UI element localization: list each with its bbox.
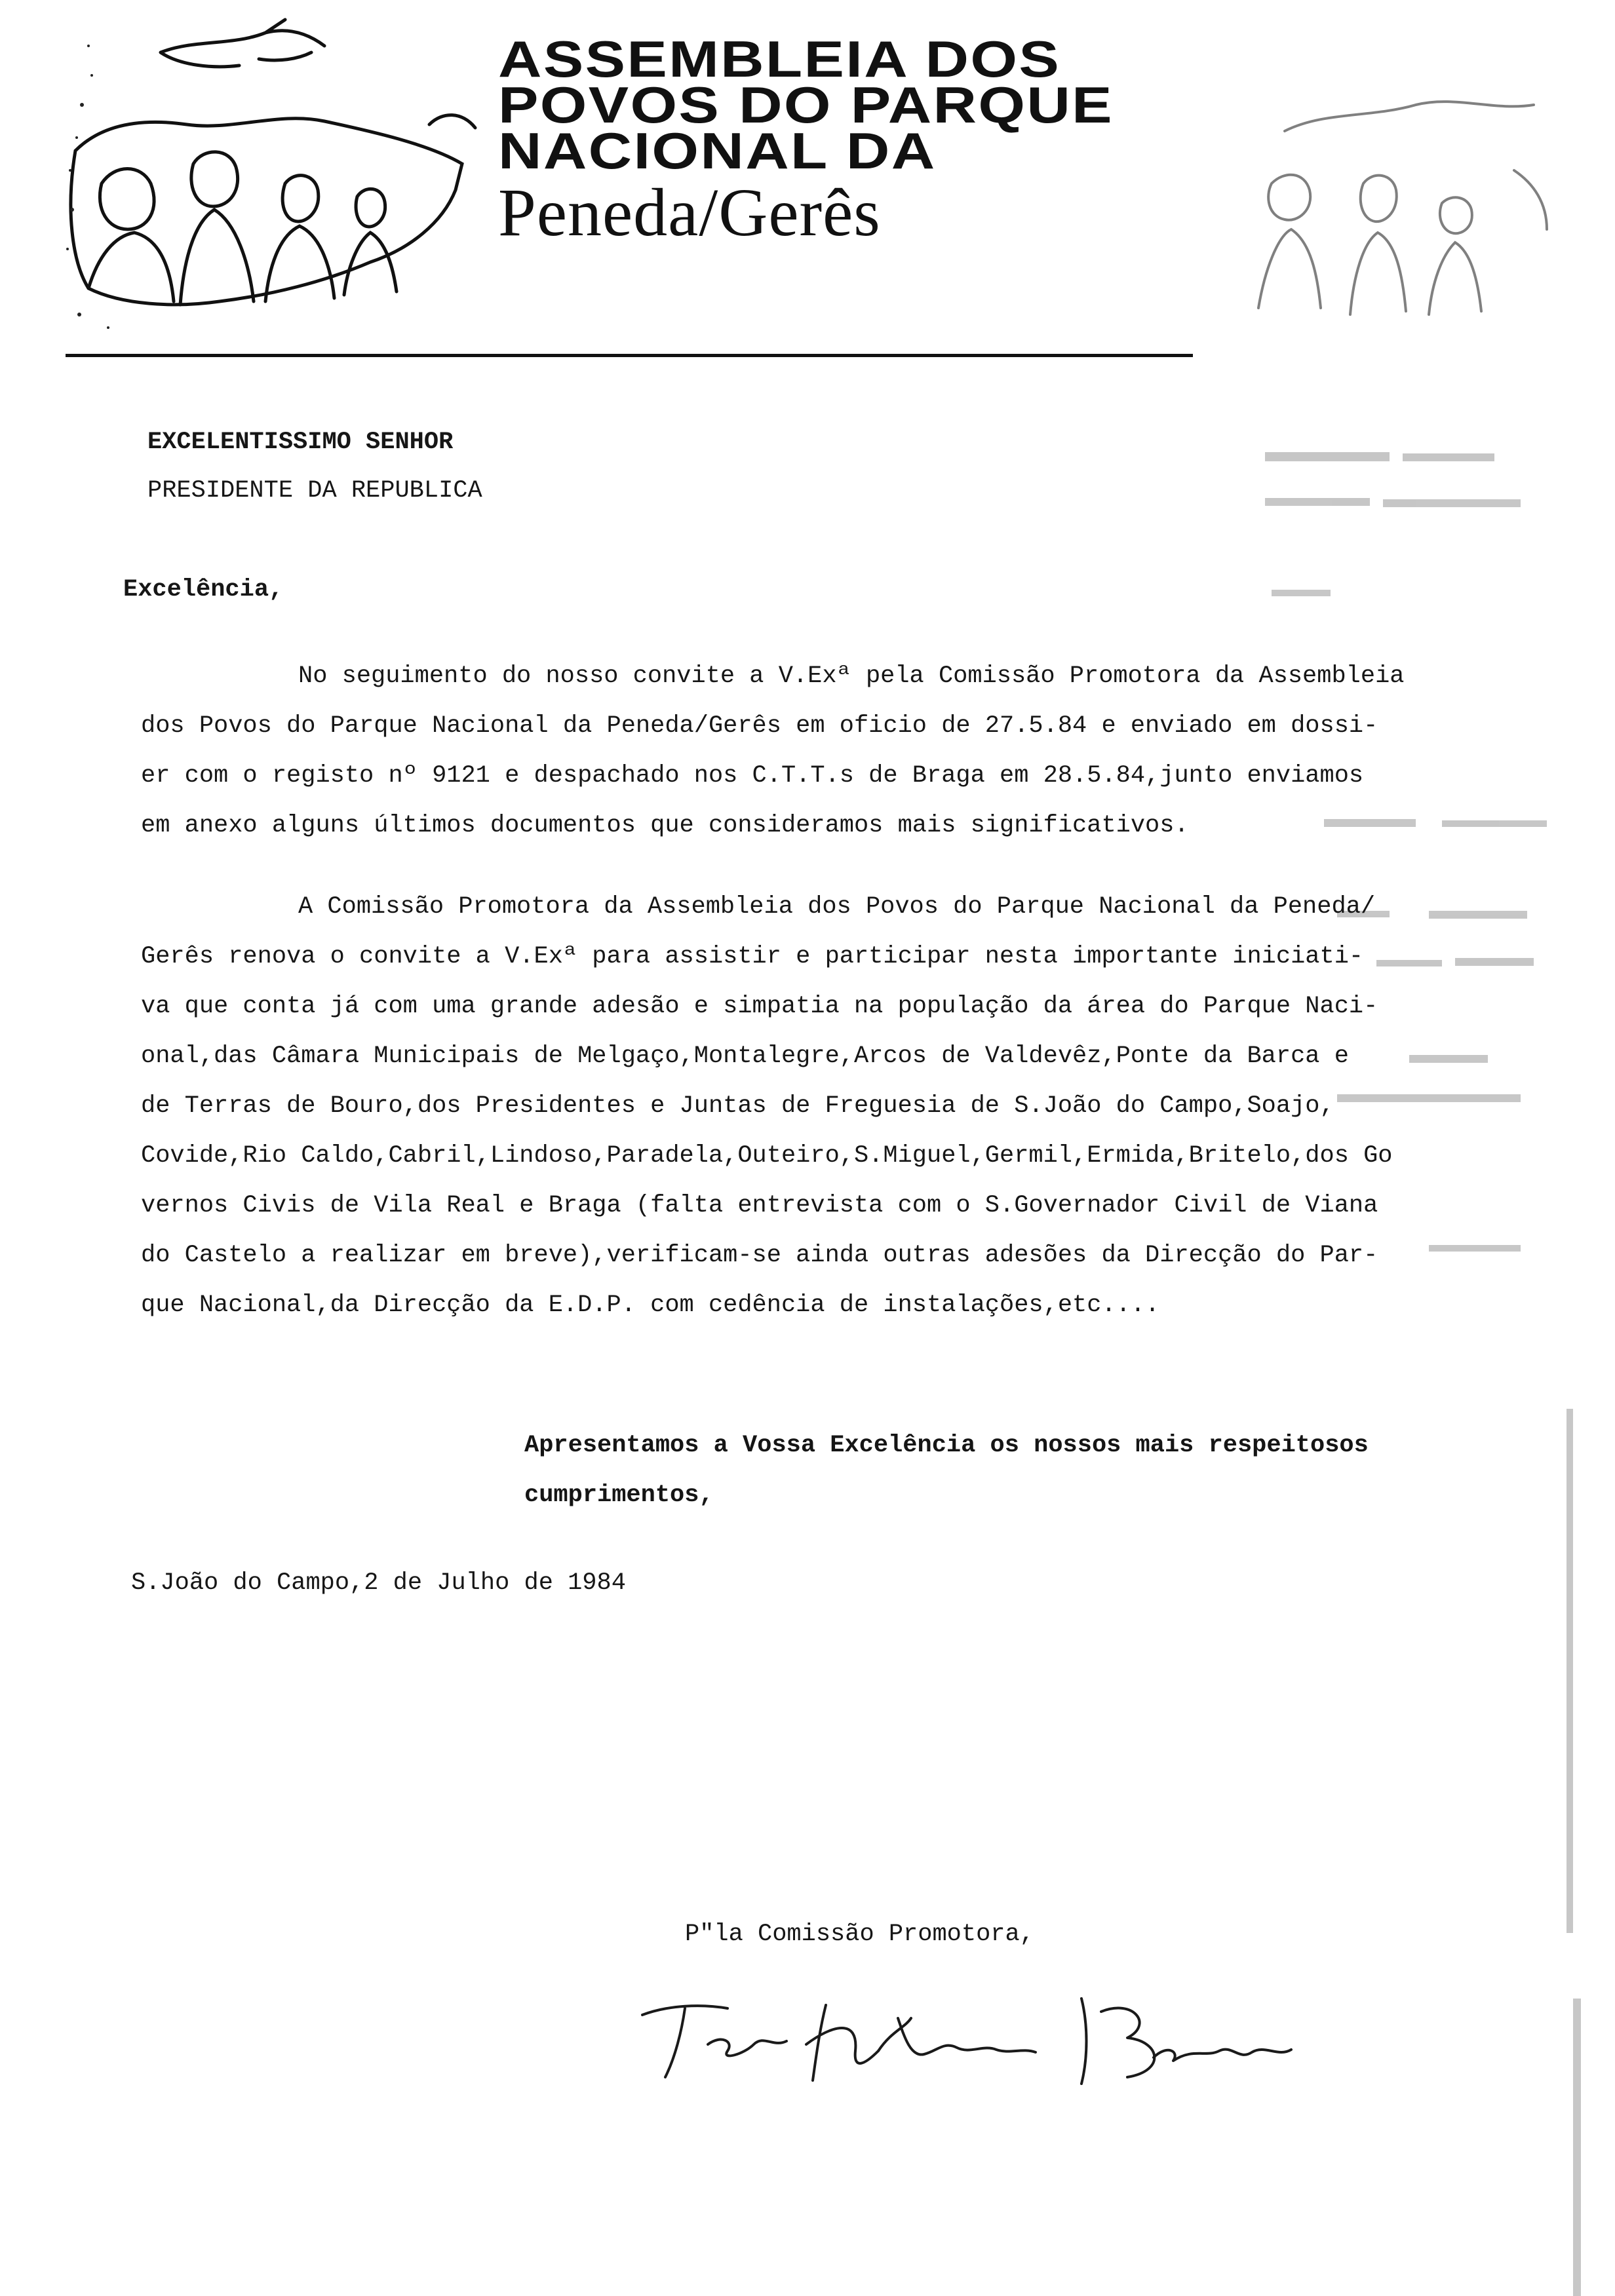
org-name-line: NACIONAL DA bbox=[498, 122, 937, 180]
salutation: Excelência, bbox=[123, 576, 284, 603]
org-place: Peneda/Gerês bbox=[498, 175, 881, 250]
handwritten-signature bbox=[629, 1979, 1304, 2090]
header-divider bbox=[66, 354, 1193, 357]
org-name bbox=[498, 30, 1114, 180]
addressee-line-2: PRESIDENTE DA REPUBLICA bbox=[147, 477, 482, 505]
org-name-line: POVOS DO PARQUE bbox=[498, 76, 1114, 134]
body-paragraph-1: No seguimento do nosso convite a V.Exª pela Comissão Promotora da Assembleia dos Povos do Parque Nacional da Peneda/Gerês em oficio de 27.5.84 e enviado em dossi- er com o registo nº 9121 e despachado nos C.T.T.s de Braga em 28.5.84,junto enviamos em anexo alguns últimos documentos que consideramos mais significativos. bbox=[141, 662, 1405, 839]
closing-paragraph: Apresentamos a Vossa Excelência os nossos mais respeitosos cumprimentos, bbox=[524, 1432, 1369, 1509]
body-paragraph-2: A Comissão Promotora da Assembleia dos Povos do Parque Nacional da Peneda/ Gerês renova o convite a V.Exª para assistir e participar nesta importante iniciati- va que conta já com uma grande adesão e simpatia na população da área do Parque Naci- onal,das Câmara Municipais de Melgaço,Montalegre,Arcos de Valdevêz,Ponte da Barca e de Terras de Bouro,dos Presidentes e Juntas de Freguesia de S.João do Campo,Soajo, Covide,Rio Caldo,Cabril,Lindoso,Paradela,Outeiro,S.Miguel,Germil,Ermida,Britelo,dos Go vernos Civis de Vila Real e Braga (falta entrevista com o S.Governador Civil de Viana do Castelo a realizar em breve),verificam-se ainda outras adesões da Direcção do Par- que Nacional,da Direcção da E.D.P. com cedência de instalações,etc.... bbox=[141, 893, 1393, 1319]
addressee-line-1: EXCELENTISSIMO SENHOR bbox=[147, 429, 454, 456]
signoff: P"la Comissão Promotora, bbox=[685, 1921, 1034, 1948]
people-map-with-eagle-icon bbox=[62, 13, 488, 347]
place-date: S.João do Campo,2 de Julho de 1984 bbox=[131, 1569, 626, 1597]
bleed-through-art bbox=[1206, 33, 1586, 341]
org-name-line: ASSEMBLEIA DOS bbox=[498, 30, 1061, 88]
